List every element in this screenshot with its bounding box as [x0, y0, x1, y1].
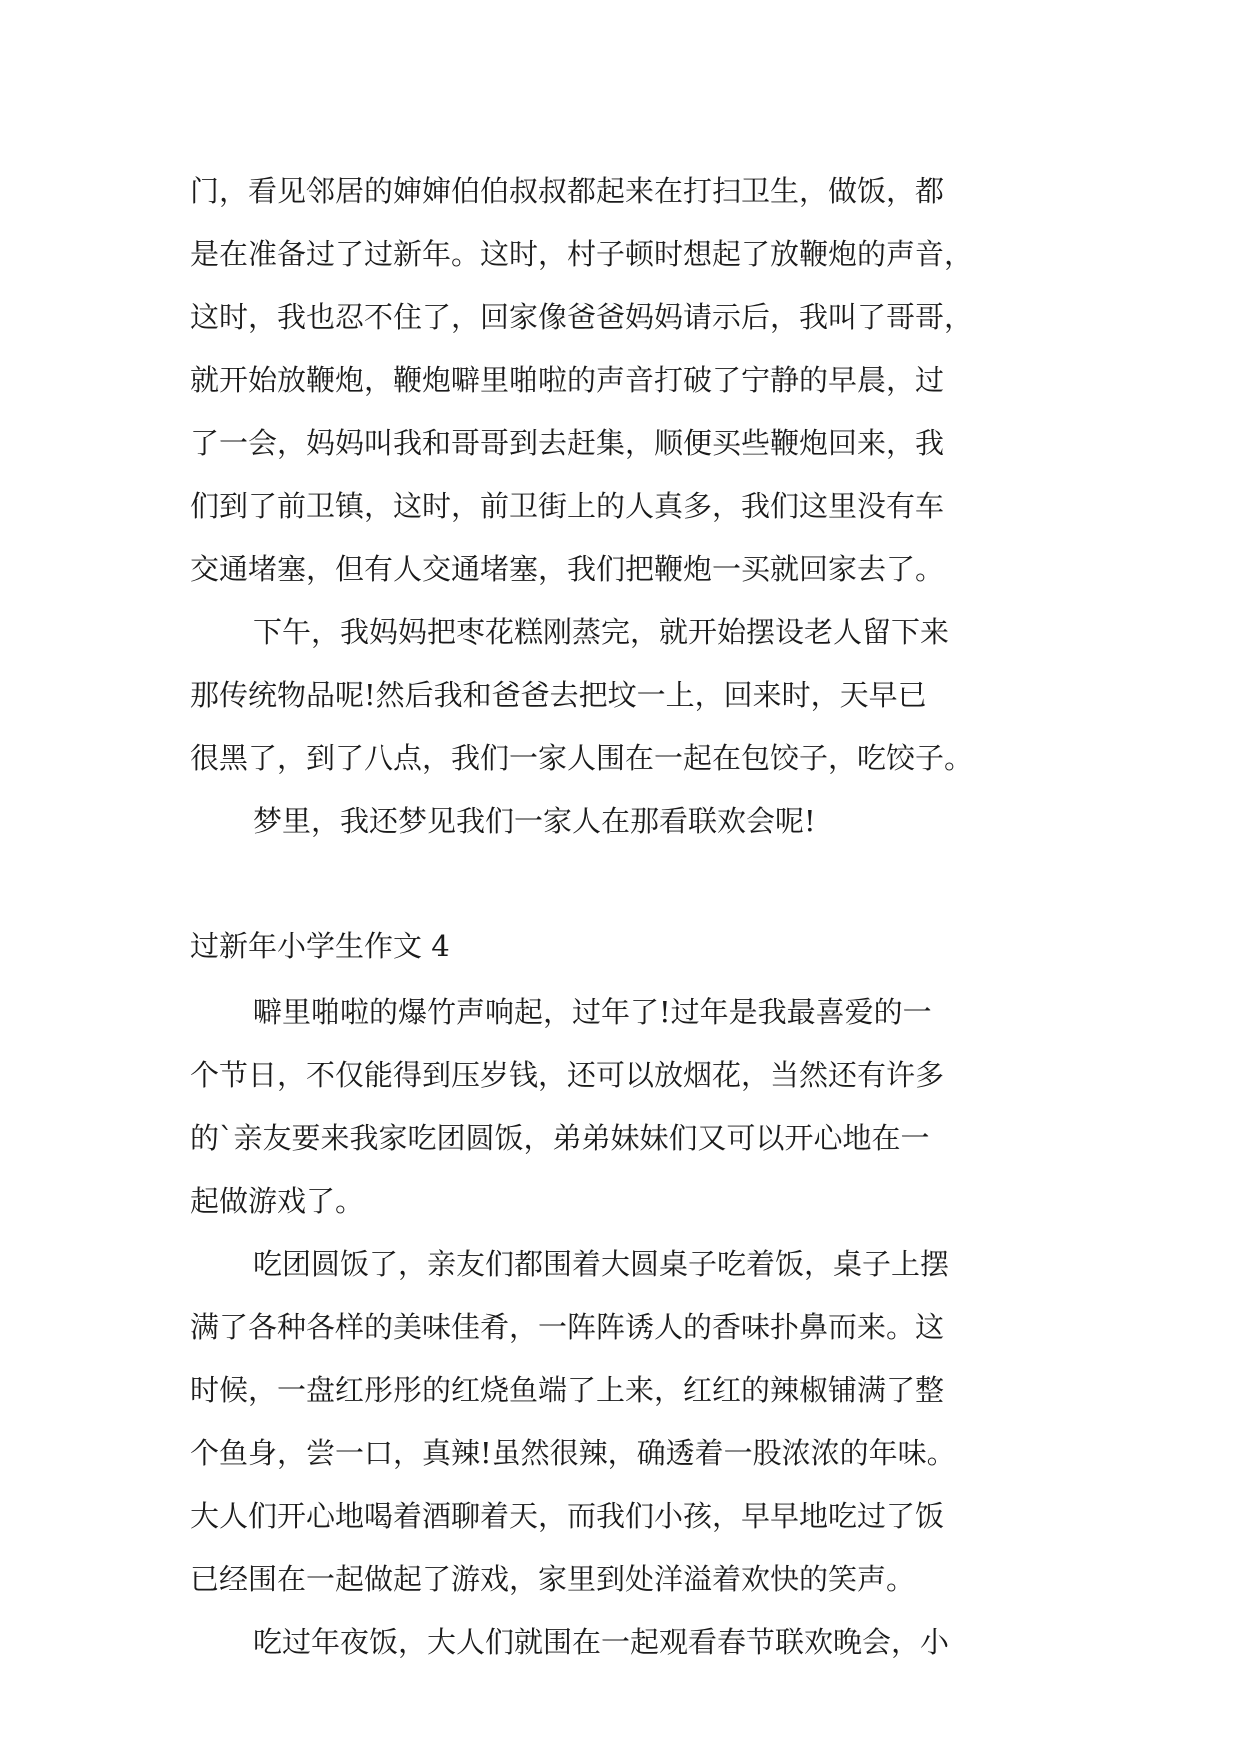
section-heading: 过新年小学生作文 4	[190, 929, 450, 963]
paragraph-firecrackers	[190, 981, 1070, 1233]
text-line: 大人们开心地喝着酒聊着天，而我们小孩，早早地吃过了饭	[190, 1499, 945, 1533]
text-line: 噼里啪啦的爆竹声响起，过年了!过年是我最喜爱的一	[253, 995, 932, 1029]
text-line: 个节日，不仅能得到压岁钱，还可以放烟花，当然还有许多	[190, 1058, 945, 1092]
text-line: 满了各种各样的美味佳肴，一阵阵诱人的香味扑鼻而来。这	[190, 1310, 945, 1344]
text-line: 吃团圆饭了，亲友们都围着大圆桌子吃着饭，桌子上摆	[253, 1247, 950, 1281]
text-line: 交通堵塞，但有人交通堵塞，我们把鞭炮一买就回家去了。	[190, 552, 945, 586]
text-line: 吃过年夜饭，大人们就围在一起观看春节联欢晚会，小	[253, 1625, 950, 1659]
text-line: 那传统物品呢!然后我和爸爸去把坟一上，回来时，天早已	[190, 678, 927, 712]
text-line: 下午，我妈妈把枣花糕刚蒸完，就开始摆设老人留下来	[253, 615, 950, 649]
paragraph-gala	[190, 1611, 1070, 1674]
text-line: 很黑了，到了八点，我们一家人围在一起在包饺子，吃饺子。	[190, 741, 974, 775]
paragraph-reunion-dinner	[190, 1233, 1070, 1611]
text-line: 了一会，妈妈叫我和哥哥到去赶集，顺便买些鞭炮回来，我	[190, 426, 945, 460]
text-line: 这时，我也忍不住了，回家像爸爸妈妈请示后，我叫了哥哥，	[190, 300, 974, 334]
section-gap	[190, 853, 1070, 911]
paragraph-afternoon	[190, 601, 1070, 790]
text-line: 的`亲友要来我家吃团圆饭，弟弟妹妹们又可以开心地在一	[190, 1121, 930, 1155]
paragraph-continued	[190, 160, 1070, 601]
paragraph-dream	[190, 790, 1070, 853]
text-line: 是在准备过了过新年。这时，村子顿时想起了放鞭炮的声音，	[190, 237, 974, 271]
text-line: 梦里，我还梦见我们一家人在那看联欢会呢!	[253, 804, 816, 838]
text-line: 个鱼身，尝一口，真辣!虽然很辣，确透着一股浓浓的年味。	[190, 1436, 956, 1470]
text-line: 已经围在一起做起了游戏，家里到处洋溢着欢快的笑声。	[190, 1562, 916, 1596]
text-line: 时候，一盘红彤彤的红烧鱼端了上来，红红的辣椒铺满了整	[190, 1373, 945, 1407]
text-line: 门，看见邻居的婶婶伯伯叔叔都起来在打扫卫生，做饭，都	[190, 174, 945, 208]
text-line: 就开始放鞭炮，鞭炮噼里啪啦的声音打破了宁静的早晨，过	[190, 363, 945, 397]
text-line: 们到了前卫镇，这时，前卫街上的人真多，我们这里没有车	[190, 489, 945, 523]
text-column	[190, 160, 1070, 1674]
text-line: 起做游戏了。	[190, 1184, 365, 1218]
